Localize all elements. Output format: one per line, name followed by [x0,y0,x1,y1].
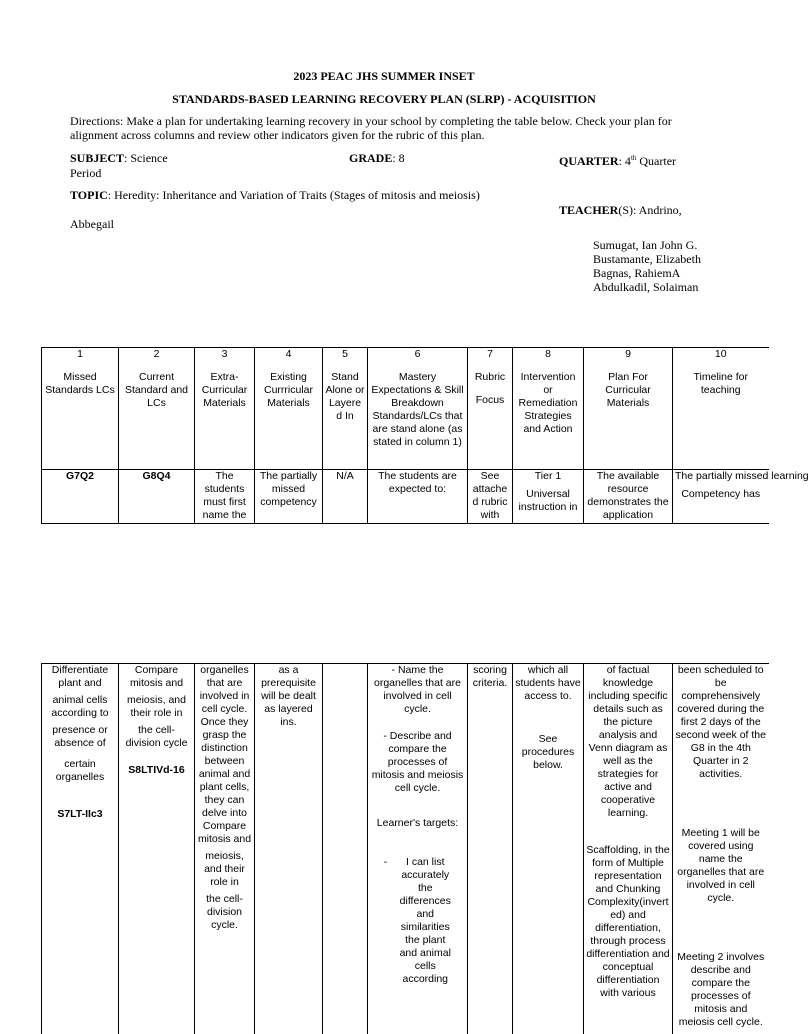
learner-target-item [370,856,465,986]
table-cell [368,470,468,524]
table-cell [119,470,195,524]
column-number: 6 [414,348,421,360]
column-header: Missed Standards LCs [45,371,115,396]
column-number: 7 [487,348,493,360]
table-cell [255,470,323,524]
column-header: Stand Alone or Layere d In [325,371,365,422]
quarter-label: QUARTER [559,154,619,168]
header-cell-2 [119,348,195,470]
table-cell [513,470,584,524]
header-cell-7 [468,348,513,470]
cell-text: which all students have access to. [515,664,581,702]
subject-field [70,151,168,165]
subject-label: SUBJECT [70,151,125,165]
table-cell [42,470,119,524]
column-header: Rubric [474,371,506,383]
teacher-field [559,203,682,217]
current-standard-code: G8Q4 [142,470,171,482]
directions-line-1: Directions: Make a plan for undertaking learning recovery in your school by completing the table below. Check your plan for [70,114,672,128]
header-cell-1 [42,348,119,470]
cell-text: Scaffolding, in the form of Multiple representation and Chunking Complexity(inverted) and differentiation, through process differentiation and conceptual differentiation with various [586,844,670,999]
quarter-value: : 4 [618,154,631,168]
column-header: Mastery Expectations & Skill Breakdown Standards/LCs that are stand alone (as stated in column 1) [371,371,464,448]
teacher-name: Bagnas, RahiemA [593,266,681,280]
table-row [42,470,769,524]
cell-text [325,664,365,1024]
column-header: Extra-Curricular Materials [201,371,248,409]
column-header-focus: Focus [475,394,505,406]
column-header: Current Standard and LCs [124,371,189,409]
table-cell [255,664,323,1034]
cell-text: animal cells according to [51,694,109,719]
column-number: 8 [545,348,551,360]
cell-text: the cell-division cycle. [206,893,243,931]
table-cell [468,664,513,1034]
cell-text: Differentiate plant and [51,664,109,689]
cell-text: Meeting 2 involves describe and compare the processes of mitosis and meiosis cell cycle. [677,951,765,1028]
quarter-field [559,151,676,168]
teacher-label: TEACHER [559,203,619,217]
cell-text: the cell-division cycle [125,724,188,749]
table-cell [323,664,368,1034]
table-cell [323,470,368,524]
subject-value: : Science [124,151,168,165]
header-cell-9 [584,348,673,470]
quarter-sup: th [630,154,637,162]
table-cell [42,664,119,1034]
current-standard-code: S8LTIVd-16 [128,764,185,776]
header-cell-10 [673,348,769,470]
topic-value: : Heredity: Inheritance and Variation of Traits (Stages of mitosis and meiosis) [107,188,480,202]
quarter-value-post: Quarter [636,154,677,168]
column-number: 10 [714,348,727,360]
cell-text: meiosis, and their role in [204,850,245,888]
teacher-list [593,238,701,294]
column-number: 5 [342,348,348,360]
title-line-1: 2023 PEAC JHS SUMMER INSET [293,69,475,83]
cell-text: The partially missed competency [259,470,318,508]
teacher-name: Abdulkadil, Solaiman [593,280,699,294]
teacher-continuation: Abbegail [70,217,114,231]
header-row [42,348,769,470]
cell-text: presence or absence of [52,724,108,749]
column-header: Intervention or Remediation Strategies and Action [518,371,578,435]
cell-text: N/A [336,470,354,482]
cell-text: Compare mitosis and [129,664,184,689]
directions-line-2: alignment across columns and review other indicators given for the rubric of this plan. [70,128,485,142]
cell-text: The students are expected to: [378,470,457,495]
cell-text: meiosis, and their role in [127,694,186,719]
table-cell [195,664,255,1034]
table-cell [584,470,673,524]
cell-text: See procedures below. [521,733,575,771]
slrp-table-page-1 [41,347,809,524]
cell-text: The students must first name the [202,470,247,521]
table-cell [673,664,769,1034]
topic-label: TOPIC [70,188,108,202]
table-cell [368,664,468,1034]
cell-text: certain organelles [55,758,105,783]
column-header: Timeline for teaching [693,371,748,396]
cell-text: scoring criteria. [472,664,508,689]
header-cell-6 [368,348,468,470]
bullet-dash: - [383,856,388,868]
teacher-name: Sumugat, Ian John G. [593,238,698,252]
table-cell [195,470,255,524]
table-cell [673,470,809,524]
column-number: 2 [153,348,160,360]
cell-text: Learner's targets: [376,817,459,829]
column-header: Plan For Curricular Materials [605,371,651,409]
cell-text: been scheduled to be comprehensively covered during the first 2 days of the second week of the G8 in the 4th Quarter in 2 activities. [675,664,766,780]
cell-text: Competency has [681,488,761,500]
missed-standard-code: G7Q2 [65,470,94,482]
teacher-name: Bustamante, Elizabeth [593,252,701,266]
table-cell [584,664,673,1034]
teacher-value: (S): Andrino, [618,203,682,217]
cell-text: - Describe and compare the processes of mitosis and meiosis cell cycle. [371,730,464,794]
grade-field [349,151,405,165]
column-number: 9 [625,348,631,360]
header-cell-5 [323,348,368,470]
topic-field [70,188,480,202]
cell-text: I can list accurately the differences and similarities the plant and animal cells according [399,856,451,985]
cell-text: The partially missed learning [675,470,809,482]
grade-value: : 8 [392,151,405,165]
period-label: Period [70,166,102,180]
cell-text: The available resource demonstrates the application [587,470,669,521]
header-cell-4 [255,348,323,470]
column-number: 1 [77,348,83,360]
cell-text: organelles that are involved in cell cycle. Once they grasp the distinction between animal and plant cells, they can delve into Compare mitosis and [197,664,252,845]
title-line-2: STANDARDS-BASED LEARNING RECOVERY PLAN (SLRP) - ACQUISITION [172,92,596,106]
cell-text: as a prerequisite will be dealt as layered ins. [261,664,316,728]
header-cell-3 [195,348,255,470]
slrp-table-page-2 [41,663,769,1034]
cell-text: - Name the organelles that are involved in cell cycle. [374,664,461,715]
tier-label: Tier 1 [534,470,562,482]
cell-text: of factual knowledge including specific details such as the picture analysis and Venn diagram as well as the strategies for active and cooperative learning. [588,664,668,819]
cell-text: Meeting 1 will be covered using name the organelles that are involved in cell cycle. [677,827,765,904]
table-cell [513,664,584,1034]
table-row [42,664,769,1034]
column-header: Existing Currricular Materials [263,371,313,409]
column-number: 3 [221,348,228,360]
grade-label: GRADE [349,151,393,165]
cell-text: See attached rubric with [472,470,508,521]
column-number: 4 [285,348,292,360]
cell-text: Universal instruction in [518,488,578,513]
header-cell-8 [513,348,584,470]
table-cell [468,470,513,524]
missed-standard-code: S7LT-IIc3 [57,808,103,820]
table-cell [119,664,195,1034]
